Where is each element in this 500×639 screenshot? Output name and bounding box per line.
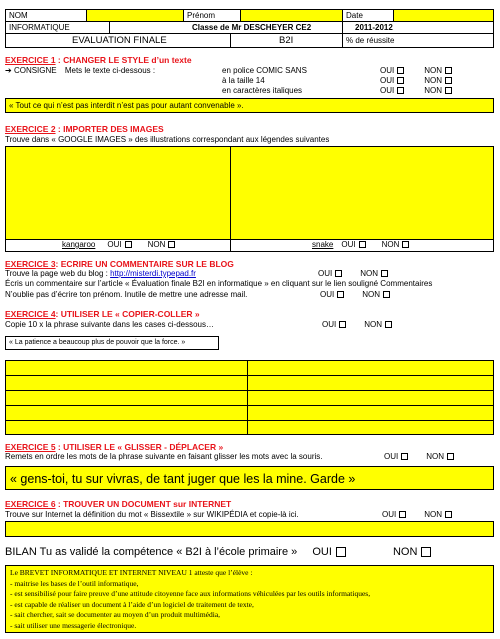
arrow-icon: ➔ xyxy=(5,66,12,75)
ex1-title: : CHANGER LE STYLE d’un texte xyxy=(55,55,192,65)
ex1-opt1-choice xyxy=(380,66,452,75)
oui-checkbox[interactable] xyxy=(339,321,346,328)
non-label: NON xyxy=(426,452,445,461)
oui-checkbox[interactable] xyxy=(397,87,404,94)
non-label: NON xyxy=(147,240,166,249)
ex4-choice xyxy=(322,320,392,329)
ex3-heading xyxy=(5,259,234,269)
non-label: NON xyxy=(424,66,443,75)
non-checkbox[interactable] xyxy=(445,87,452,94)
non-checkbox[interactable] xyxy=(445,77,452,84)
oui-label: OUI xyxy=(380,86,395,95)
ex2-heading xyxy=(5,124,164,134)
ex1-number: EXERCICE 1 xyxy=(5,55,56,65)
oui-label: OUI xyxy=(380,76,395,85)
b2i-label: B2I xyxy=(279,35,294,46)
ex3-line1-choice xyxy=(318,269,388,278)
non-label: NON xyxy=(424,510,443,519)
ex4-title: : UTILISER LE « COPIER-COLLER » xyxy=(55,309,200,319)
oui-checkbox[interactable] xyxy=(337,291,344,298)
ex2-title: : IMPORTER DES IMAGES xyxy=(55,124,164,134)
attestation-item: - maitrise les bases de l’outil informatique, xyxy=(10,578,139,588)
ex5-number: EXERCICE 5 xyxy=(5,442,56,452)
non-checkbox[interactable] xyxy=(447,453,454,460)
oui-label: OUI xyxy=(320,290,335,299)
ex5-phrase: « gens-toi, tu sur vivras, de tant juger que les la mine. Garde » xyxy=(10,472,356,486)
non-label: NON xyxy=(381,240,400,249)
oui-label: OUI xyxy=(382,510,397,519)
ex6-answer-box[interactable] xyxy=(5,521,494,537)
blog-link[interactable]: http://misterdi.typepad.fr xyxy=(110,269,196,278)
non-label: NON xyxy=(364,320,383,329)
attestation-item: - sait chercher, sait se documenter au moyen d’un produit multimédia, xyxy=(10,610,221,619)
non-checkbox[interactable] xyxy=(402,241,409,248)
ex5-title: : UTILISER LE « GLISSER - DÉPLACER » xyxy=(55,442,224,452)
attestation-item: - est sensibilisé pour faire preuve d’une attitude citoyenne face aux informations véhiculées par les outils informatiques, xyxy=(10,589,371,598)
ex4-grid-vline xyxy=(247,360,248,435)
evaluation-title: EVALUATION FINALE xyxy=(72,35,167,46)
classe-label: Classe de Mr DESCHEYER CE2 xyxy=(192,23,312,32)
non-label: NON xyxy=(424,86,443,95)
ex4-grid-hline xyxy=(5,375,494,376)
oui-label: OUI xyxy=(341,240,356,249)
evaluation-cell xyxy=(5,33,231,48)
kangaroo-label: kangaroo xyxy=(62,240,96,249)
nom-label: NOM xyxy=(9,11,28,20)
non-label: NON xyxy=(424,76,443,85)
attestation-intro: Le BREVET INFORMATIQUE ET INTERNET NIVEAU 1 atteste que l’élève : xyxy=(10,568,253,577)
oui-checkbox[interactable] xyxy=(397,77,404,84)
reussite-label: % de réussite xyxy=(346,36,395,45)
ex1-opt3: en caractères italiques xyxy=(222,86,303,95)
non-checkbox[interactable] xyxy=(445,511,452,518)
ex5-heading xyxy=(5,442,223,452)
non-checkbox[interactable] xyxy=(445,67,452,74)
ex2-number: EXERCICE 2 xyxy=(5,124,56,134)
oui-checkbox[interactable] xyxy=(359,241,366,248)
ex1-consigne-line xyxy=(5,66,155,76)
bilan-text: BILAN Tu as validé la compétence « B2I à l’école primaire » xyxy=(5,546,298,558)
b2i-cell xyxy=(230,33,343,48)
ex1-instruction: Mets le texte ci-dessous : xyxy=(64,66,156,75)
ex1-opt1: en police COMIC SANS xyxy=(222,66,307,75)
ex1-opt2: à la taille 14 xyxy=(222,76,265,85)
bilan-oui-checkbox[interactable] xyxy=(336,547,346,557)
oui-label: OUI xyxy=(107,240,122,249)
ex3-line3-choice xyxy=(320,290,390,299)
ex4-grid-hline xyxy=(5,390,494,391)
attestation-box xyxy=(5,565,494,633)
ex4-grid xyxy=(5,360,494,435)
oui-checkbox[interactable] xyxy=(401,453,408,460)
ex5-drag-box[interactable] xyxy=(5,466,494,490)
non-checkbox[interactable] xyxy=(381,270,388,277)
ex3-line1-text: Trouve la page web du blog : xyxy=(5,269,111,278)
oui-checkbox[interactable] xyxy=(125,241,132,248)
oui-label: OUI xyxy=(384,452,399,461)
ex6-choice xyxy=(382,510,452,519)
bilan-non-checkbox[interactable] xyxy=(421,547,431,557)
kangaroo-caption xyxy=(62,240,175,249)
ex4-grid-hline xyxy=(5,405,494,406)
non-checkbox[interactable] xyxy=(168,241,175,248)
ex4-phrase-box xyxy=(5,336,219,350)
ex5-choice xyxy=(384,452,454,461)
reussite-cell xyxy=(342,33,494,48)
ex1-heading xyxy=(5,55,192,65)
annee-label: 2011-2012 xyxy=(355,23,393,32)
oui-checkbox[interactable] xyxy=(397,67,404,74)
ex4-heading xyxy=(5,309,200,319)
informatique-label: INFORMATIQUE xyxy=(9,23,70,32)
attestation-item: - sait utiliser une messagerie électronique. xyxy=(10,620,137,630)
ex1-quote: « Tout ce qui n’est pas interdit n’est pas pour autant convenable ». xyxy=(9,101,244,110)
ex3-line3: N’oublie pas d’écrire ton prénom. Inutile de mettre une adresse mail. xyxy=(5,290,248,299)
snake-label: snake xyxy=(312,240,334,249)
ex4-grid-hline xyxy=(5,420,494,421)
date-label: Date xyxy=(346,11,363,20)
non-checkbox[interactable] xyxy=(383,291,390,298)
non-label: NON xyxy=(360,269,379,278)
ex2-instruction: Trouve dans « GOOGLE IMAGES » des illustrations correspondant aux légendes suivantes xyxy=(5,135,330,144)
ex6-number: EXERCICE 6 xyxy=(5,499,56,509)
ex4-number: EXERCICE 4 xyxy=(5,309,56,319)
bilan-line xyxy=(5,545,431,559)
ex3-title: : ECRIRE UN COMMENTAIRE SUR LE BLOG xyxy=(55,259,234,269)
ex6-instruction: Trouve sur Internet la définition du mot « Bissextile » sur WIKIPÉDIA et copie-là ici. xyxy=(5,510,299,519)
oui-checkbox[interactable] xyxy=(399,511,406,518)
ex6-heading xyxy=(5,499,231,509)
oui-label: OUI xyxy=(380,66,395,75)
non-label: NON xyxy=(362,290,381,299)
kangaroo-image-slot[interactable] xyxy=(5,146,231,240)
ex6-title: : TROUVER UN DOCUMENT sur INTERNET xyxy=(55,499,232,509)
ex5-instruction: Remets en ordre les mots de la phrase suivante en faisant glisser les mots avec la souris. xyxy=(5,452,323,461)
bilan-non-label: NON xyxy=(392,546,418,558)
prenom-label: Prénom xyxy=(187,11,216,20)
oui-label: OUI xyxy=(318,269,333,278)
ex4-instruction: Copie 10 x la phrase suivante dans les cases ci-dessous… xyxy=(5,320,214,329)
ex1-consigne: CONSIGNE xyxy=(13,66,57,75)
snake-image-slot[interactable] xyxy=(230,146,494,240)
snake-caption xyxy=(312,240,409,249)
ex1-text-box[interactable] xyxy=(5,98,494,113)
non-checkbox[interactable] xyxy=(385,321,392,328)
ex3-line2: Écris un commentaire sur l’article « Évaluation finale B2I en informatique » en cliquant sur le lien souligné Commentaires xyxy=(5,279,433,288)
attestation-item: - est capable de réaliser un document à l’aide d’un logiciel de traitement de texte, xyxy=(10,599,254,609)
image-table-divider xyxy=(230,239,231,252)
oui-checkbox[interactable] xyxy=(335,270,342,277)
ex4-phrase: « La patience a beaucoup plus de pouvoir que la force. » xyxy=(9,339,186,346)
oui-label: OUI xyxy=(322,320,337,329)
ex1-opt3-choice xyxy=(380,86,452,95)
ex1-opt2-choice xyxy=(380,76,452,85)
bilan-oui-label: OUI xyxy=(312,546,332,558)
ex3-number: EXERCICE 3 xyxy=(5,259,56,269)
ex3-line1 xyxy=(5,269,196,279)
